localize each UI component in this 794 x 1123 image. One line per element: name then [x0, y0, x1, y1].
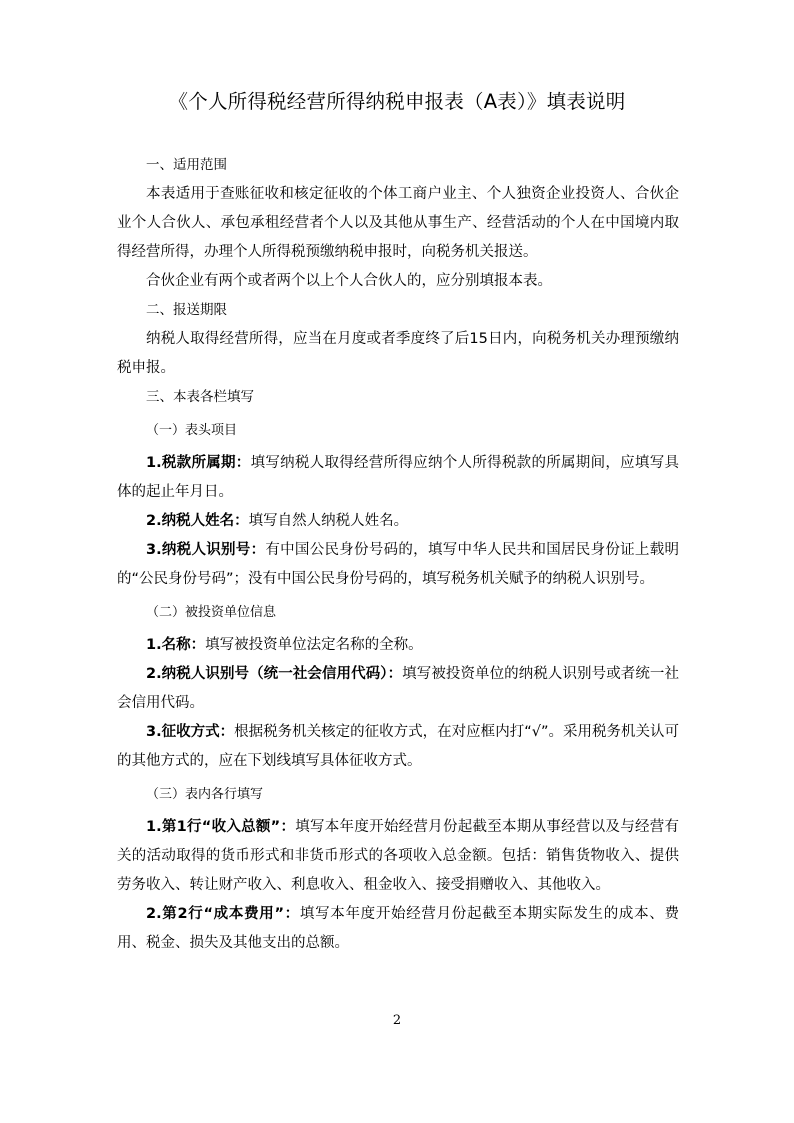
item-label: 3.征收方式： [146, 724, 235, 740]
subsection-heading-header: （一）表头项目 [146, 423, 238, 438]
item-text: 填写纳税人取得经营所得应纳个人所得税款的所属期间，应填写具体的起止年月日。 [117, 455, 679, 500]
list-item [117, 813, 679, 900]
list-item [117, 660, 679, 718]
item-text: 有中国公民身份号码的，填写中华人民共和国居民身份证上载明的“公民身份号码”；没有中国公民身份号码的，填写税务机关赋予的纳税人识别号。 [117, 542, 679, 587]
section-heading-deadline: 二、报送期限 [146, 302, 227, 318]
document-title: 《个人所得税经营所得纳税申报表（A表）》填表说明 [168, 90, 626, 113]
item-text: 填写本年度开始经营月份起截至本期从事经营以及与经营有关的活动取得的货币形式和非货币形式的各项收入总金额。包括：销售货物收入、提供劳务收入、转让财产收入、利息收入、租金收入、接受捐赠收入、其他收入。 [117, 819, 680, 893]
list-item [117, 631, 679, 660]
item-text: 填写被投资单位法定名称的全称。 [205, 637, 423, 653]
section-heading-scope: 一、适用范围 [146, 157, 227, 173]
paragraph-scope-1: 本表适用于查账征收和核定征收的个体工商户业主、个人独资企业投资人、合伙企业个人合伙人、承包承租经营者个人以及其他从事生产、经营活动的个人在中国境内取得经营所得，办理个人所得税预缴纳税申报时，向税务机关报送。 [117, 186, 679, 260]
item-text: 根据税务机关核定的征收方式，在对应框内打“√”。采用税务机关认可的其他方式的，应在下划线填写具体征收方式。 [117, 724, 679, 769]
list-item [117, 507, 679, 536]
item-label: 2.纳税人识别号（统一社会信用代码）： [146, 666, 403, 682]
item-label: 1.名称： [146, 637, 206, 653]
item-label: 1.税款所属期： [146, 455, 251, 471]
item-text: 填写被投资单位的纳税人识别号或者统一社会信用代码。 [117, 666, 679, 711]
subsection-heading-investee: （二）被投资单位信息 [146, 605, 277, 620]
list-item [117, 536, 679, 594]
list-item [117, 900, 679, 958]
subsection-heading-rows: （三）表内各行填写 [146, 787, 264, 802]
item-text: 填写自然人纳税人姓名。 [248, 513, 409, 529]
paragraph-scope-2: 合伙企业有两个或者两个以上个人合伙人的，应分别填报本表。 [146, 273, 552, 289]
document-body [117, 151, 679, 958]
paragraph-deadline: 纳税人取得经营所得，应当在月度或者季度终了后15日内，向税务机关办理预缴纳税申报。 [117, 331, 679, 376]
item-label: 2.纳税人姓名： [146, 513, 249, 529]
item-text: 填写本年度开始经营月份起截至本期实际发生的成本、费用、税金、损失及其他支出的总额。 [117, 906, 680, 951]
list-item [117, 718, 679, 776]
item-label: 3.纳税人识别号： [146, 542, 266, 558]
list-item [117, 449, 679, 507]
page-number: 2 [392, 1013, 402, 1028]
item-label: 2.第2行“成本费用”： [146, 906, 300, 922]
section-heading-fields: 三、本表各栏填写 [146, 389, 254, 405]
item-label: 1.第1行“收入总额”： [146, 819, 296, 835]
